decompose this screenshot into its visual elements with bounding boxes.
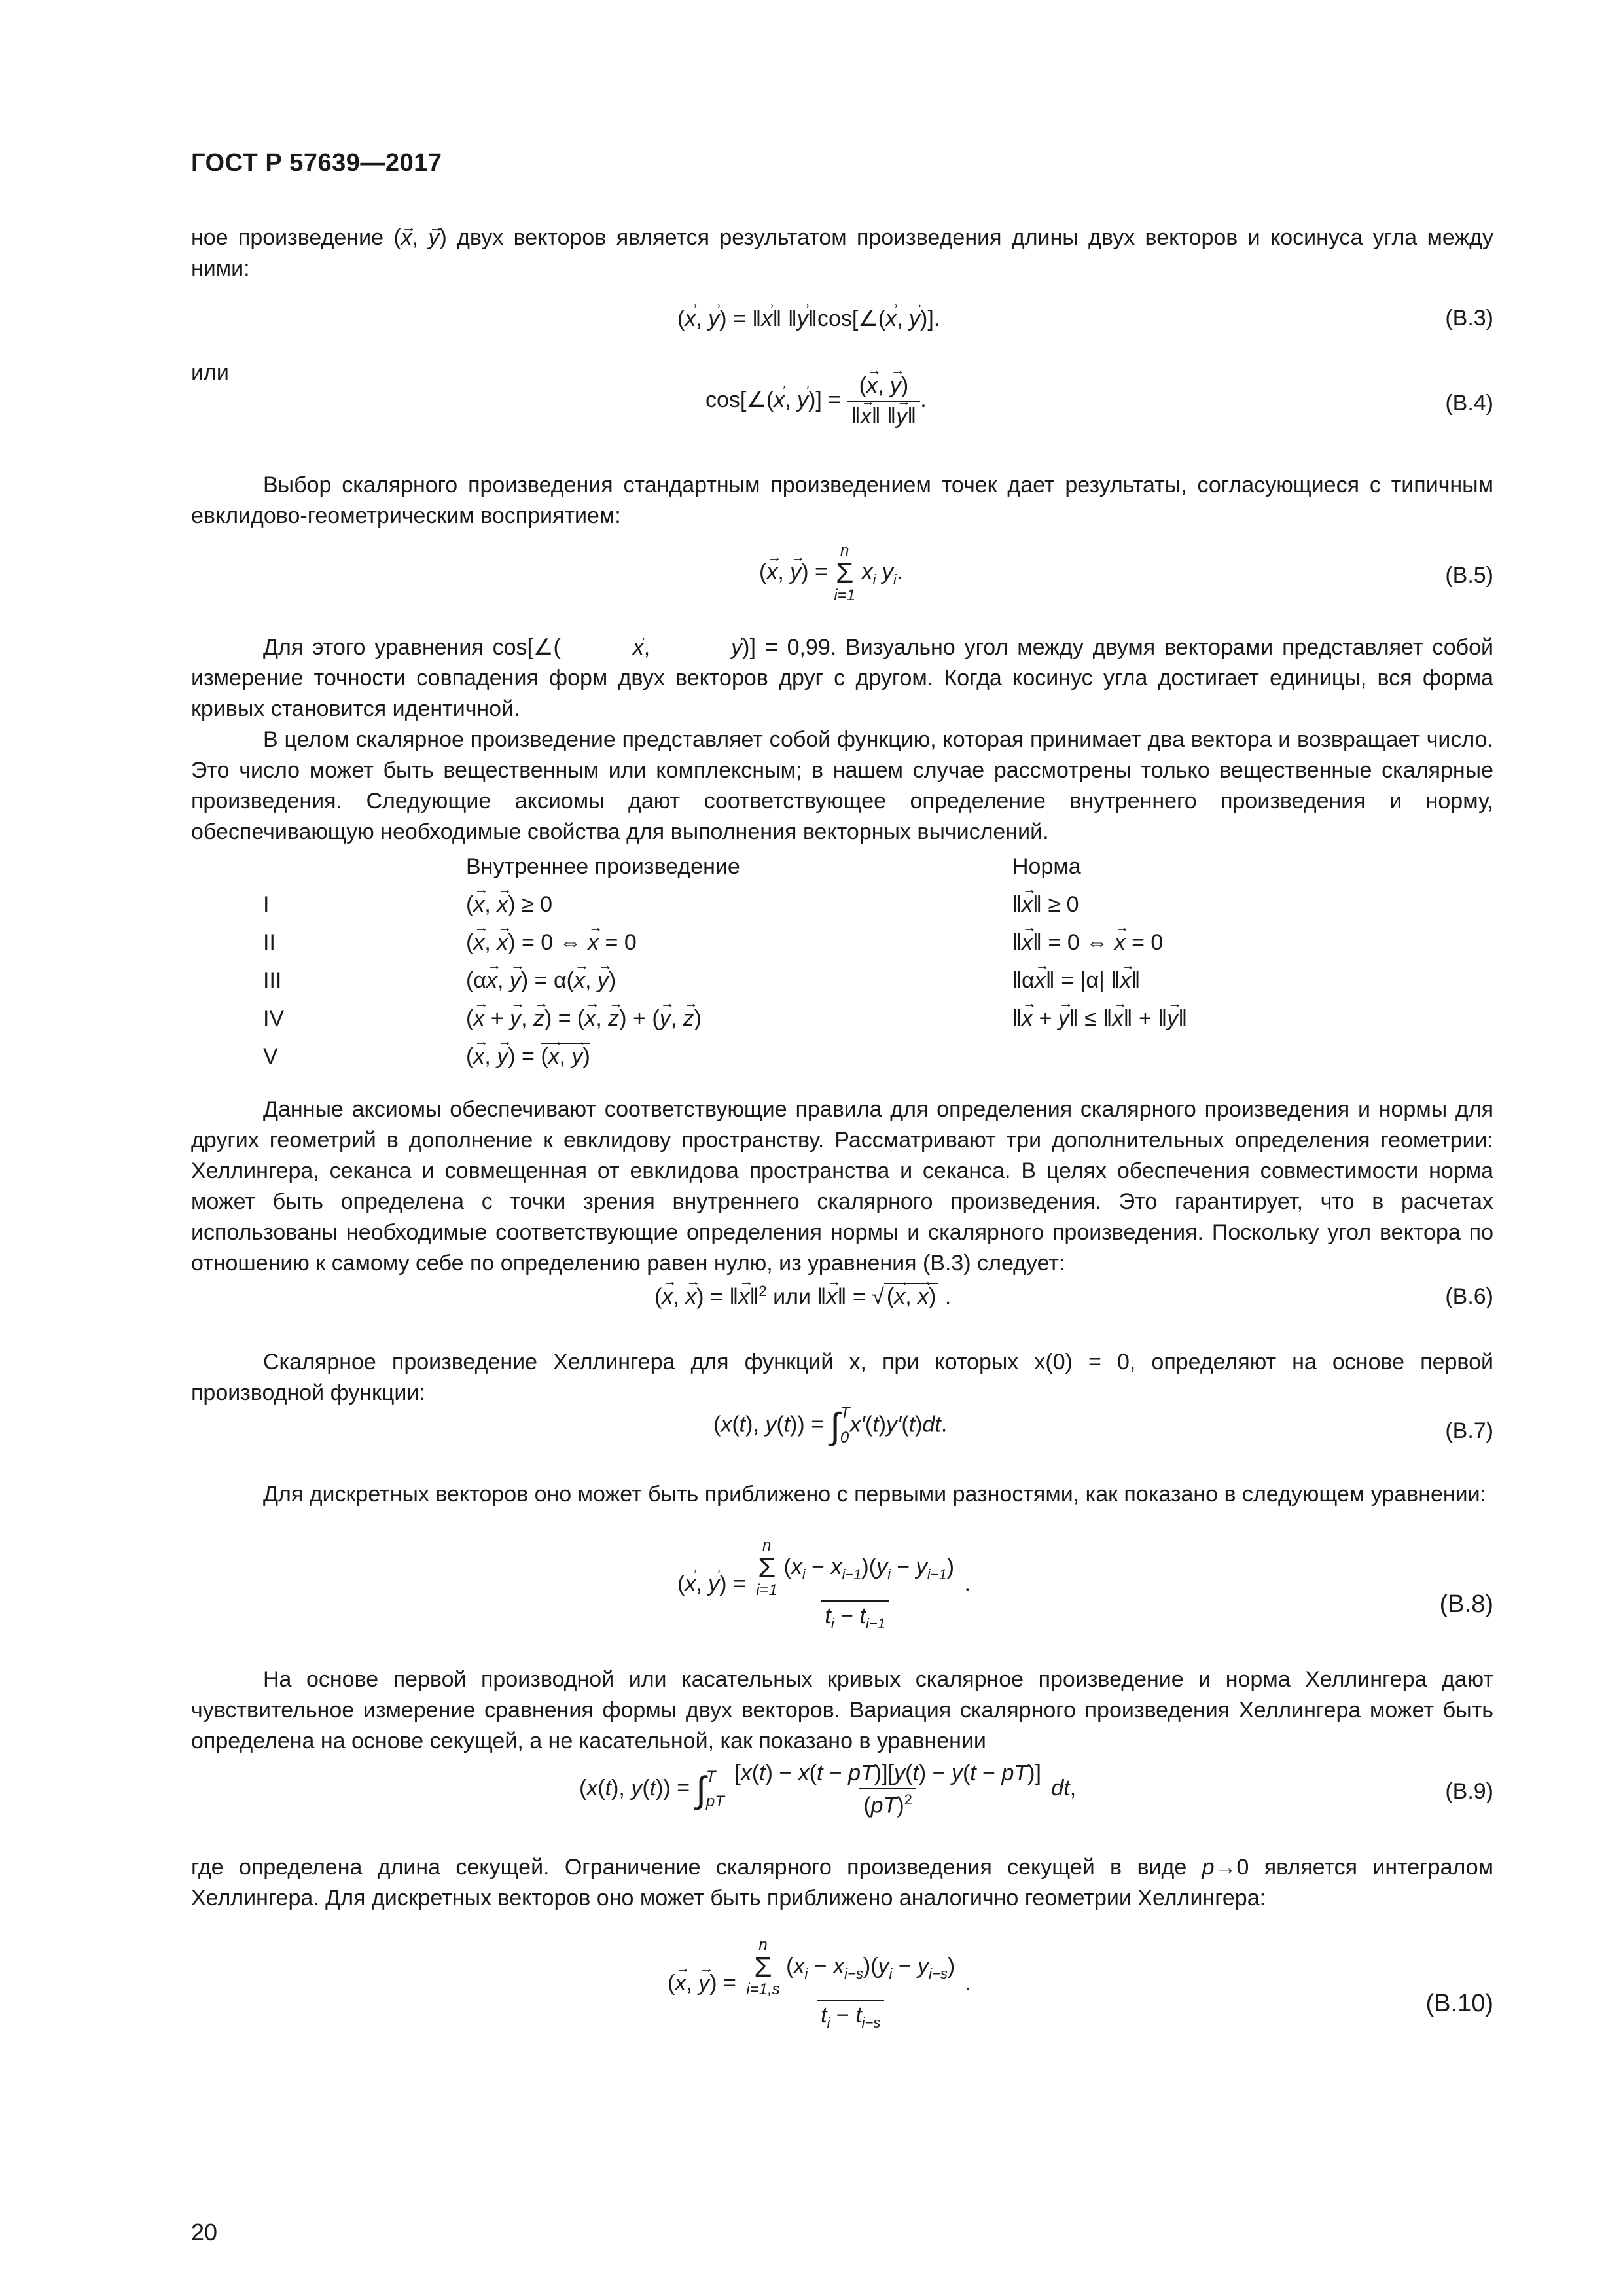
document-header: ГОСТ Р 57639—2017 bbox=[191, 149, 442, 177]
paragraph-1-text: ное произведение (→ x, → y) двух векторов является результатом произведения длины двух векторов и косинуса угла между ними: bbox=[191, 225, 1493, 281]
paragraph-1 bbox=[191, 223, 1493, 284]
axiom-norm: ‖α→ x‖ = |α| ‖→ x‖ bbox=[1012, 968, 1140, 994]
paragraph-4: В целом скалярное произведение представляет собой функцию, которая принимает два вектора и возвращает число. Это число может быть вещественным или комплексным; в нашем случае рассмотрены только вещественные скалярные произведения. Следующие аксиомы дают соответствующее определение внутреннего произведения и норму, обеспечивающую необходимые свойства для выполнения векторных вычислений. bbox=[191, 727, 1493, 844]
axiom-inner: (→ x, → y) = (→ x, → y) bbox=[466, 1044, 590, 1069]
axiom-inner: (α→ x, → y) = α(→ x, → y) bbox=[466, 968, 616, 994]
axiom-number: IV bbox=[263, 1006, 285, 1031]
equation-number: (В.6) bbox=[1445, 1284, 1493, 1309]
axiom-norm: ‖→ x‖ ≥ 0 bbox=[1012, 892, 1079, 918]
equation-number: (В.4) bbox=[1445, 391, 1493, 416]
equation-b4: cos[∠(→ x, → y)] = $\frac{(\to x, \to y)}{‖\to x‖ ‖\to y‖}$ . bbox=[705, 373, 927, 429]
paragraph-8: На основе первой производной или касательных кривых скалярное произведение и норма Хеллингера дают чувствительное измерение сравнения формы двух векторов. Вариация скалярного произведения Хеллингера может быть определена на основе секущей, а не касательной, как показано в уравнении bbox=[191, 1667, 1493, 1753]
paragraph-9-text: где определена длина секущей. Ограничение скалярного произведения секущей в виде p→0 является интегралом Хеллингера. Для дискретных векторов оно может быть приближено аналогично геометрии Хеллингера: bbox=[191, 1855, 1493, 1910]
paragraph-3-text: Для этого уравнения cos[∠(→ x, → y)] = 0,99. Визуально угол между двумя векторами представляет собой измерение точности совпадения форм двух векторов друг с другом. Когда косинус угла достигает единицы, вся форма кривых становится идентичной. bbox=[191, 635, 1493, 721]
paragraph-3 bbox=[191, 632, 1493, 725]
equation-number: (В.7) bbox=[1445, 1418, 1493, 1443]
equation-number: (В.3) bbox=[1445, 306, 1493, 331]
paragraph-5: Данные аксиомы обеспечивают соответствующие правила для определения скалярного произведения и нормы для других геометрий в дополнение к евклидову пространству. Рассматривают три дополнительных определения геометрии: Хеллингера, секанса и совмещенная от евклидова пространства и секанса. В целях обеспечения совместимости норма может быть определена с точки зрения внутреннего скалярного произведения. Это гарантирует, что в расчетах использованы необходимые соответствующие определения нормы и скалярного произведения. Поскольку угол вектора по отношению к самому себе по определению равен нулю, из уравнения (В.3) следует: bbox=[191, 1097, 1493, 1276]
equation-number: (В.10) bbox=[1425, 1990, 1493, 2017]
equation-b6: (→ x, → x) = ‖→ x‖$^2$ или ‖→ x‖ = √ (→ x, → x) . bbox=[654, 1283, 951, 1310]
axiom-number: V bbox=[263, 1044, 278, 1069]
equation-b8: (→ x, → y) = n Σ i=1 $(x_i - x_{i-1})(y_i - y_{i-1})$ $t_i - t_{i-1}$ . bbox=[677, 1538, 971, 1632]
page-number: 20 bbox=[191, 2219, 218, 2246]
paragraph-9 bbox=[191, 1852, 1493, 1914]
axiom-inner: (→ x + → y, → z) = (→ x, → z) + (→ y, → z) bbox=[466, 1006, 702, 1031]
axiom-number: I bbox=[263, 892, 270, 917]
axiom-inner: (→ x, → x) = 0 ⇔ → x = 0 bbox=[466, 930, 637, 956]
column-header-inner-product: Внутреннее произведение bbox=[466, 854, 740, 879]
axiom-inner: (→ x, → x) ≥ 0 bbox=[466, 892, 552, 918]
or-word: или bbox=[773, 1284, 811, 1310]
equation-number: (В.8) bbox=[1439, 1590, 1493, 1618]
equation-b10: (→ x, → y) = n Σ i=1,s $(x_i - x_{i-s})(y_i - y_{i-s})$ $t_i - t_{i-s}$ . bbox=[668, 1937, 971, 2032]
equation-b3: (→ x, → y) = ‖→ x‖ ‖→ y‖cos[∠(→ x, → y)]. bbox=[677, 306, 940, 332]
equation-b9: (x(t), y(t)) = ∫ T pT $\frac{[x(t) - x(t - pT)][y(t) - y(t - pT)]}{(pT)^2}$ dt, bbox=[579, 1761, 1077, 1818]
axiom-number: III bbox=[263, 968, 282, 993]
or-label: или bbox=[191, 360, 229, 385]
paragraph-7: Для дискретных векторов оно может быть приближено с первыми разностями, как показано в следующем уравнении: bbox=[263, 1482, 1487, 1507]
axiom-number: II bbox=[263, 930, 276, 955]
equation-b5: (→ x, → y) = n Σ i=1 $x_i$ $y_i$. bbox=[759, 543, 902, 603]
axiom-norm: ‖→ x‖ = 0 ⇔ → x = 0 bbox=[1012, 930, 1163, 956]
axiom-norm: ‖→ x + → y‖ ≤ ‖→ x‖ + ‖→ y‖ bbox=[1012, 1006, 1187, 1031]
equation-number: (В.5) bbox=[1445, 563, 1493, 588]
equation-number: (В.9) bbox=[1445, 1779, 1493, 1804]
equation-b7: (x(t), y(t)) = ∫ T 0 x′(t)y′(t)dt. bbox=[713, 1404, 948, 1447]
paragraph-6: Скалярное произведение Хеллингера для функций x, при которых x(0) = 0, определяют на основе первой производной функции: bbox=[191, 1350, 1493, 1405]
column-header-norm: Норма bbox=[1012, 854, 1081, 879]
paragraph-2: Выбор скалярного произведения стандартным произведением точек дает результаты, согласующиеся с типичным евклидово-геометрическим восприятием: bbox=[191, 473, 1493, 528]
